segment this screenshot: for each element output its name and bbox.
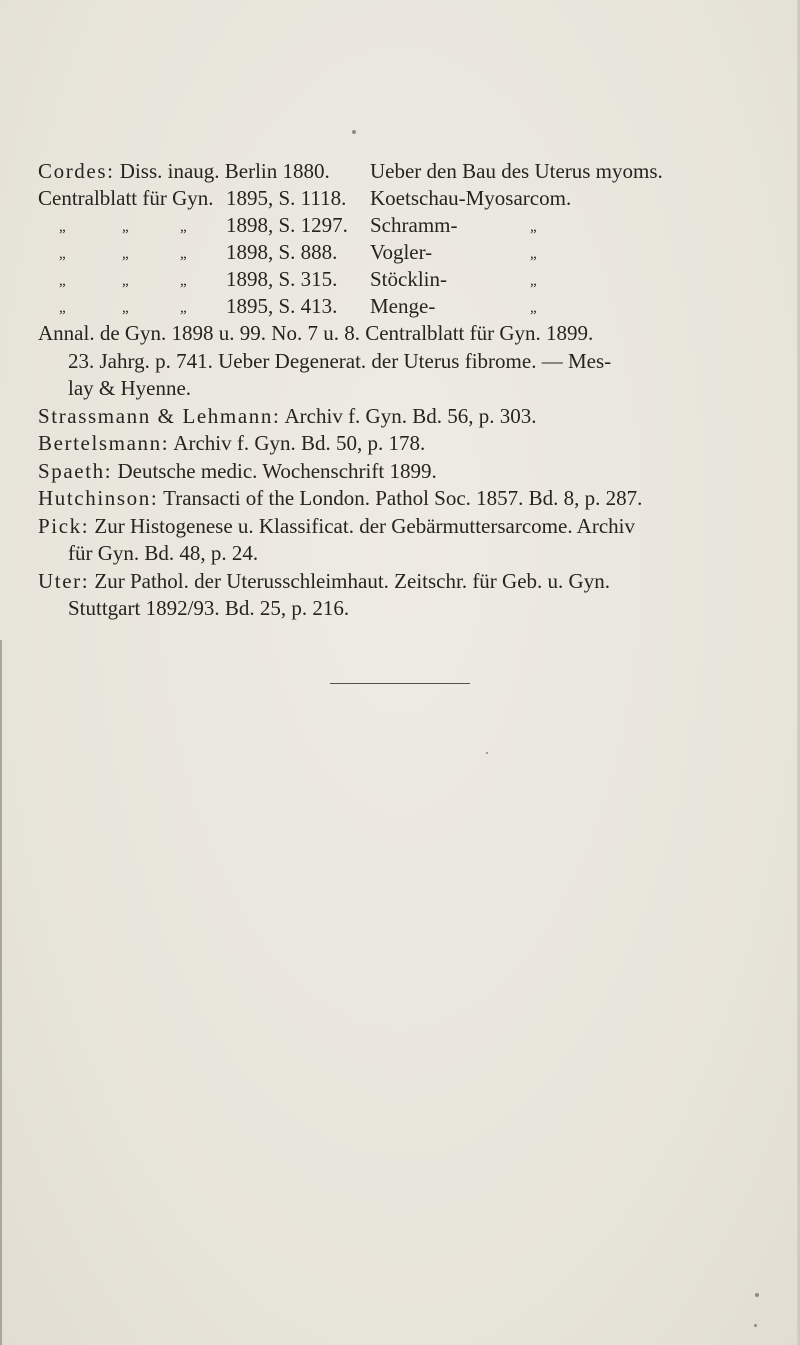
- ditto-mark: „: [180, 300, 187, 316]
- centralblatt-source: Centralblatt für Gyn.: [38, 186, 214, 210]
- centralblatt-title-5: Menge-: [370, 294, 436, 318]
- centralblatt-title-4: Stöcklin-: [370, 267, 447, 291]
- reference-pick: [38, 513, 635, 539]
- ditto-mark: „: [180, 273, 187, 289]
- reference-hutchinson: [38, 485, 642, 511]
- ditto-mark: „: [59, 219, 66, 235]
- reference-bertelsmann: [38, 430, 425, 456]
- ditto-mark: „: [180, 246, 187, 262]
- scan-speck: [755, 1293, 759, 1297]
- reference-strassmann: [38, 403, 536, 429]
- centralblatt-citation-5: 1895, S. 413.: [226, 294, 338, 318]
- reference-hutchinson-text: Transacti of the London. Pathol Soc. 1857. Bd. 8, p. 287.: [163, 486, 643, 510]
- reference-pick-line-2: für Gyn. Bd. 48, p. 24.: [68, 541, 259, 565]
- centralblatt-citation-2: 1898, S. 1297.: [226, 213, 348, 237]
- ditto-mark: „: [59, 273, 66, 289]
- author-uter: Uter:: [38, 569, 90, 593]
- reference-spaeth-text: Deutsche medic. Wochenschrift 1899.: [117, 459, 437, 483]
- reference-uter-text: Zur Pathol. der Uterusschleimhaut. Zeitschr. für Geb. u. Gyn.: [94, 569, 610, 593]
- reference-spaeth: [38, 458, 437, 484]
- scan-speck: [754, 1324, 757, 1327]
- section-divider: [330, 683, 470, 684]
- ditto-mark: „: [59, 246, 66, 262]
- ditto-mark: „: [530, 219, 537, 235]
- centralblatt-title-3: Vogler-: [370, 240, 433, 264]
- reference-uter-line-2: Stuttgart 1892/93. Bd. 25, p. 216.: [68, 596, 350, 620]
- reference-annal-line-2: 23. Jahrg. p. 741. Ueber Degenerat. der Uterus fibrome. — Mes-: [68, 349, 612, 373]
- ditto-mark: „: [122, 273, 129, 289]
- scan-speck: [486, 752, 488, 754]
- ditto-mark: „: [530, 273, 537, 289]
- reference-strassmann-text: Archiv f. Gyn. Bd. 56, p. 303.: [284, 404, 537, 428]
- reference-annal-line-1: Annal. de Gyn. 1898 u. 99. No. 7 u. 8. Centralblatt für Gyn. 1899.: [38, 321, 594, 345]
- ditto-mark: „: [530, 246, 537, 262]
- reference-uter: [38, 568, 610, 594]
- scan-speck: [352, 130, 356, 134]
- centralblatt-title-1: Koetschau-Myosarcom.: [370, 186, 572, 210]
- page-edge-shadow: [0, 640, 2, 1345]
- author-bertelsmann: Bertelsmann:: [38, 431, 170, 455]
- reference-cordes-title: Ueber den Bau des Uterus myoms.: [370, 159, 663, 183]
- ditto-mark: „: [122, 219, 129, 235]
- reference-pick-text: Zur Histogenese u. Klassificat. der Gebärmuttersarcome. Archiv: [94, 514, 635, 538]
- author-spaeth: Spaeth:: [38, 459, 113, 483]
- ditto-mark: „: [530, 300, 537, 316]
- centralblatt-citation-1: 1895, S. 1118.: [226, 186, 347, 210]
- reference-annal-line-3: lay & Hyenne.: [68, 376, 192, 400]
- ditto-mark: „: [122, 246, 129, 262]
- ditto-mark: „: [122, 300, 129, 316]
- reference-cordes-text: Diss. inaug. Berlin 1880.: [119, 159, 330, 183]
- centralblatt-title-2: Schramm-: [370, 213, 458, 237]
- ditto-mark: „: [59, 300, 66, 316]
- reference-cordes: [38, 158, 330, 184]
- author-pick: Pick:: [38, 514, 90, 538]
- author-hutchinson: Hutchinson:: [38, 486, 159, 510]
- centralblatt-citation-4: 1898, S. 315.: [226, 267, 338, 291]
- author-cordes: Cordes:: [38, 159, 115, 183]
- ditto-mark: „: [180, 219, 187, 235]
- reference-bertelsmann-text: Archiv f. Gyn. Bd. 50, p. 178.: [173, 431, 426, 455]
- author-strassmann: Strassmann & Lehmann:: [38, 404, 281, 428]
- centralblatt-citation-3: 1898, S. 888.: [226, 240, 338, 264]
